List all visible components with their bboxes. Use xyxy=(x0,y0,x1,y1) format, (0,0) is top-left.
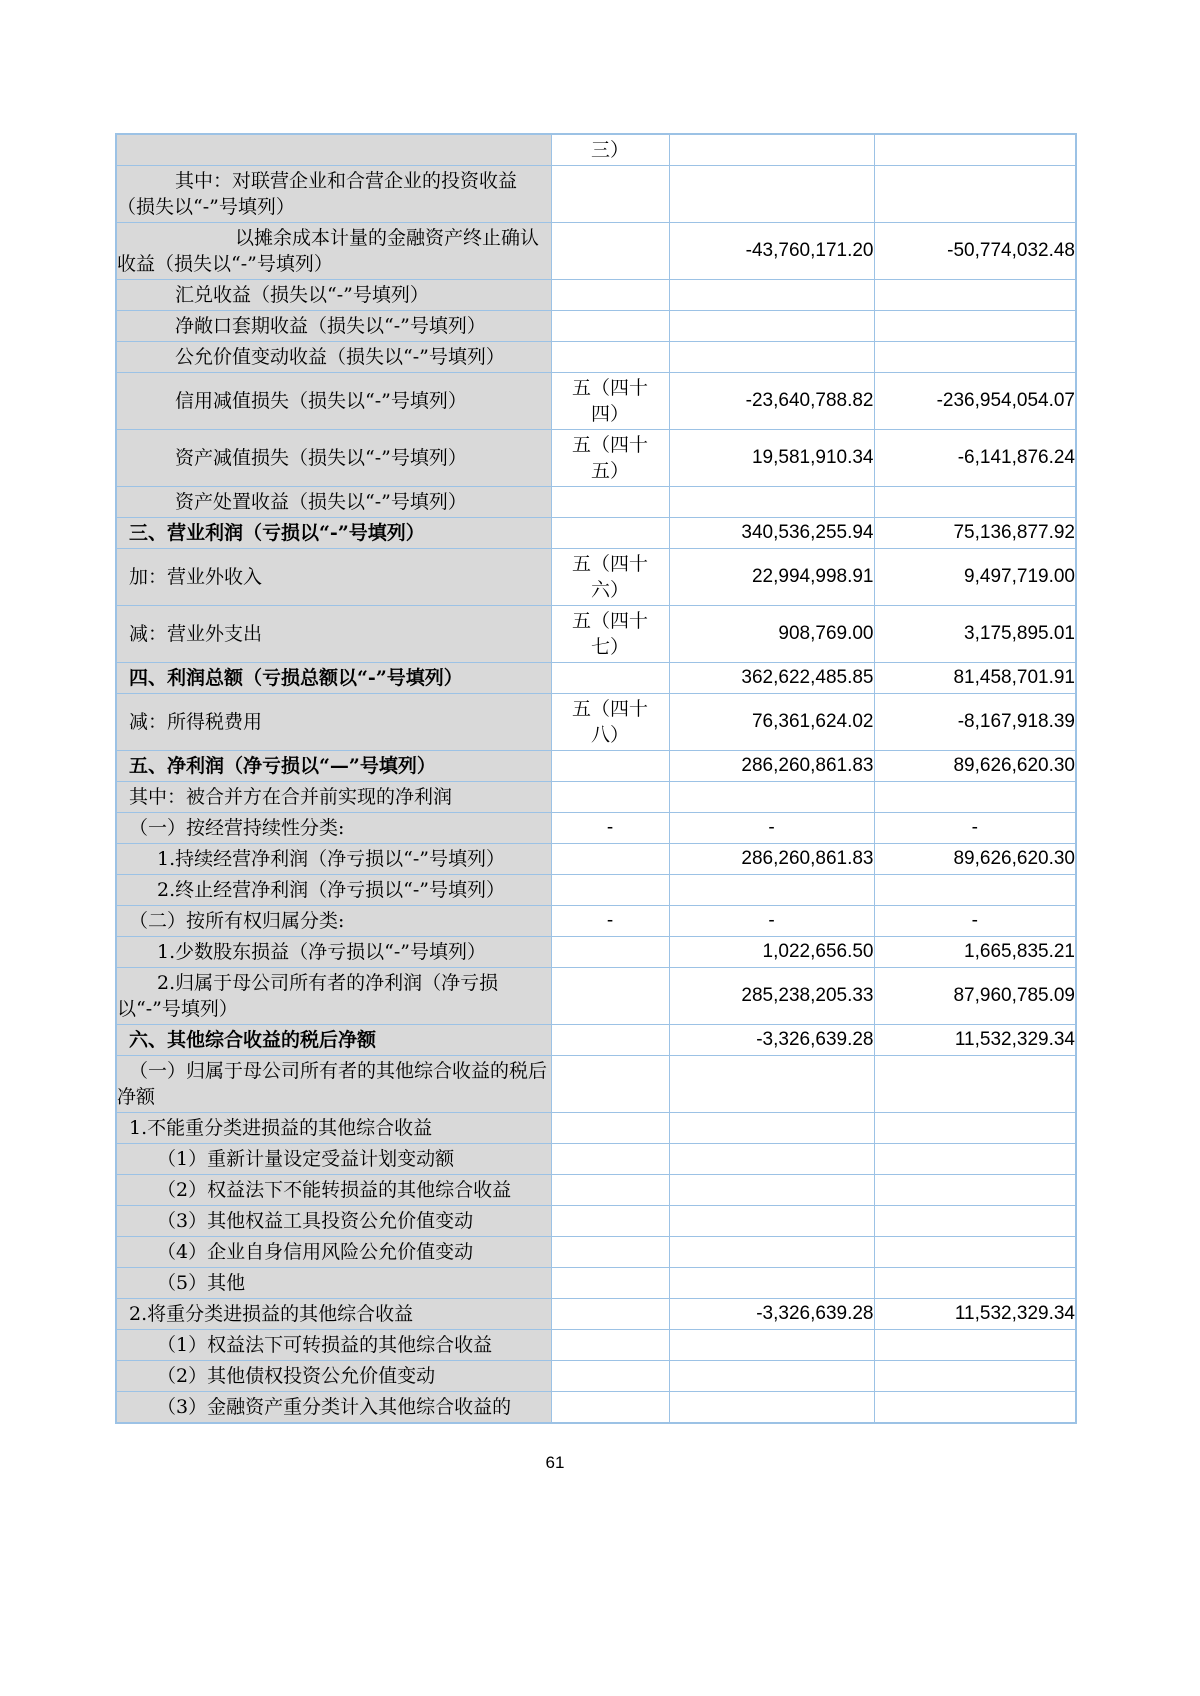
note-reference xyxy=(551,813,669,844)
note-reference xyxy=(551,430,669,487)
table-row xyxy=(116,373,1076,430)
current-period-value: 362,622,485.85 xyxy=(669,663,874,694)
note-reference xyxy=(551,166,669,223)
current-period-value xyxy=(669,1056,874,1113)
note-reference xyxy=(551,487,669,518)
table-row xyxy=(116,1268,1076,1299)
prior-period-value xyxy=(874,1237,1076,1268)
current-period-value: 286,260,861.83 xyxy=(669,751,874,782)
current-period-value xyxy=(669,134,874,166)
row-label: 以摊余成本计量的金融资产终止确认收益（损失以“-”号填列） xyxy=(116,223,551,280)
prior-period-value xyxy=(874,342,1076,373)
prior-period-value xyxy=(874,875,1076,906)
table-row xyxy=(116,694,1076,751)
row-label: 三、营业利润（亏损以“-”号填列） xyxy=(116,518,551,549)
table-row xyxy=(116,1056,1076,1113)
table-row xyxy=(116,518,1076,549)
table-body xyxy=(116,134,1076,1423)
prior-period-value xyxy=(874,134,1076,166)
note-reference xyxy=(551,606,669,663)
row-label: 五、净利润（净亏损以“—”号填列） xyxy=(116,751,551,782)
table-row xyxy=(116,311,1076,342)
row-label: 信用减值损失（损失以“-”号填列） xyxy=(116,373,551,430)
current-period-value: 908,769.00 xyxy=(669,606,874,663)
note-reference xyxy=(551,1237,669,1268)
row-label: （二）按所有权归属分类: xyxy=(116,906,551,937)
row-label: 1.持续经营净利润（净亏损以“-”号填列） xyxy=(116,844,551,875)
current-period-value xyxy=(669,166,874,223)
income-statement-table xyxy=(115,133,1077,1424)
row-label: （3）其他权益工具投资公允价值变动 xyxy=(116,1206,551,1237)
prior-period-value xyxy=(874,311,1076,342)
current-period-value: - xyxy=(669,906,874,937)
row-label: 减：所得税费用 xyxy=(116,694,551,751)
table-row xyxy=(116,937,1076,968)
table-row xyxy=(116,134,1076,166)
current-period-value: 22,994,998.91 xyxy=(669,549,874,606)
note-reference xyxy=(551,1025,669,1056)
current-period-value: -23,640,788.82 xyxy=(669,373,874,430)
table-row xyxy=(116,549,1076,606)
note-reference xyxy=(551,311,669,342)
note-reference-text: 五（四十四） xyxy=(571,377,648,425)
table-row xyxy=(116,844,1076,875)
table-row xyxy=(116,223,1076,280)
table-row xyxy=(116,1299,1076,1330)
current-period-value: -43,760,171.20 xyxy=(669,223,874,280)
current-period-value xyxy=(669,1268,874,1299)
note-reference xyxy=(551,1206,669,1237)
note-reference xyxy=(551,1330,669,1361)
note-reference xyxy=(551,1113,669,1144)
current-period-value xyxy=(669,875,874,906)
prior-period-value: -6,141,876.24 xyxy=(874,430,1076,487)
current-period-value xyxy=(669,1392,874,1424)
row-label xyxy=(116,134,551,166)
row-label: 其中：对联营企业和合营企业的投资收益（损失以“-”号填列） xyxy=(116,166,551,223)
current-period-value: 76,361,624.02 xyxy=(669,694,874,751)
prior-period-value: 89,626,620.30 xyxy=(874,751,1076,782)
prior-period-value xyxy=(874,1268,1076,1299)
prior-period-value xyxy=(874,1175,1076,1206)
row-label: 资产处置收益（损失以“-”号填列） xyxy=(116,487,551,518)
current-period-value: - xyxy=(669,813,874,844)
note-reference xyxy=(551,1392,669,1424)
prior-period-value: -236,954,054.07 xyxy=(874,373,1076,430)
prior-period-value xyxy=(874,1330,1076,1361)
current-period-value xyxy=(669,311,874,342)
row-label: 四、利润总额（亏损总额以“-”号填列） xyxy=(116,663,551,694)
table-row xyxy=(116,663,1076,694)
row-label: 净敞口套期收益（损失以“-”号填列） xyxy=(116,311,551,342)
row-label: 汇兑收益（损失以“-”号填列） xyxy=(116,280,551,311)
note-reference-text: - xyxy=(606,817,614,838)
prior-period-value xyxy=(874,487,1076,518)
note-reference xyxy=(551,280,669,311)
row-label: 其中：被合并方在合并前实现的净利润 xyxy=(116,782,551,813)
note-reference xyxy=(551,663,669,694)
prior-period-value: - xyxy=(874,813,1076,844)
note-reference-text: - xyxy=(606,910,614,931)
prior-period-value: 11,532,329.34 xyxy=(874,1299,1076,1330)
current-period-value: 285,238,205.33 xyxy=(669,968,874,1025)
table-row xyxy=(116,968,1076,1025)
note-reference xyxy=(551,549,669,606)
row-label: 1.不能重分类进损益的其他综合收益 xyxy=(116,1113,551,1144)
current-period-value xyxy=(669,1113,874,1144)
current-period-value xyxy=(669,782,874,813)
row-label: 1.少数股东损益（净亏损以“-”号填列） xyxy=(116,937,551,968)
row-label: （2）其他债权投资公允价值变动 xyxy=(116,1361,551,1392)
prior-period-value: 11,532,329.34 xyxy=(874,1025,1076,1056)
row-label: （4）企业自身信用风险公允价值变动 xyxy=(116,1237,551,1268)
note-reference xyxy=(551,751,669,782)
note-reference xyxy=(551,1299,669,1330)
current-period-value xyxy=(669,342,874,373)
row-label: （一）按经营持续性分类: xyxy=(116,813,551,844)
note-reference xyxy=(551,342,669,373)
table-row xyxy=(116,1206,1076,1237)
note-reference xyxy=(551,518,669,549)
current-period-value: 19,581,910.34 xyxy=(669,430,874,487)
note-reference xyxy=(551,1175,669,1206)
table-row xyxy=(116,1237,1076,1268)
note-reference-text: 三） xyxy=(590,139,629,161)
row-label: （1）重新计量设定受益计划变动额 xyxy=(116,1144,551,1175)
note-reference xyxy=(551,223,669,280)
page-number: 61 xyxy=(545,1453,565,1472)
row-label: 2.终止经营净利润（净亏损以“-”号填列） xyxy=(116,875,551,906)
prior-period-value xyxy=(874,1361,1076,1392)
current-period-value: 286,260,861.83 xyxy=(669,844,874,875)
table-row xyxy=(116,751,1076,782)
prior-period-value: 75,136,877.92 xyxy=(874,518,1076,549)
prior-period-value: 81,458,701.91 xyxy=(874,663,1076,694)
prior-period-value: 87,960,785.09 xyxy=(874,968,1076,1025)
row-label: （5）其他 xyxy=(116,1268,551,1299)
table-row xyxy=(116,1392,1076,1424)
prior-period-value: 1,665,835.21 xyxy=(874,937,1076,968)
row-label: 2.将重分类进损益的其他综合收益 xyxy=(116,1299,551,1330)
current-period-value xyxy=(669,1144,874,1175)
note-reference xyxy=(551,694,669,751)
current-period-value xyxy=(669,1175,874,1206)
current-period-value xyxy=(669,280,874,311)
current-period-value: -3,326,639.28 xyxy=(669,1025,874,1056)
table-row xyxy=(116,430,1076,487)
row-label: （一）归属于母公司所有者的其他综合收益的税后净额 xyxy=(116,1056,551,1113)
current-period-value: -3,326,639.28 xyxy=(669,1299,874,1330)
table-row xyxy=(116,1144,1076,1175)
row-label: 公允价值变动收益（损失以“-”号填列） xyxy=(116,342,551,373)
note-reference xyxy=(551,782,669,813)
row-label: 加：营业外收入 xyxy=(116,549,551,606)
row-label: 资产减值损失（损失以“-”号填列） xyxy=(116,430,551,487)
note-reference-text: 五（四十六） xyxy=(571,553,648,601)
table-row xyxy=(116,280,1076,311)
current-period-value xyxy=(669,1330,874,1361)
table-row xyxy=(116,813,1076,844)
note-reference xyxy=(551,1056,669,1113)
prior-period-value xyxy=(874,280,1076,311)
prior-period-value xyxy=(874,166,1076,223)
table-row xyxy=(116,606,1076,663)
current-period-value: 1,022,656.50 xyxy=(669,937,874,968)
prior-period-value xyxy=(874,1392,1076,1424)
table-row xyxy=(116,1361,1076,1392)
note-reference xyxy=(551,937,669,968)
current-period-value xyxy=(669,487,874,518)
current-period-value: 340,536,255.94 xyxy=(669,518,874,549)
note-reference xyxy=(551,1361,669,1392)
note-reference xyxy=(551,373,669,430)
prior-period-value: - xyxy=(874,906,1076,937)
note-reference xyxy=(551,844,669,875)
current-period-value xyxy=(669,1206,874,1237)
row-label: 减：营业外支出 xyxy=(116,606,551,663)
note-reference xyxy=(551,875,669,906)
prior-period-value xyxy=(874,782,1076,813)
row-label: （3）金融资产重分类计入其他综合收益的 xyxy=(116,1392,551,1424)
table-row xyxy=(116,906,1076,937)
note-reference xyxy=(551,134,669,166)
table-row xyxy=(116,875,1076,906)
table-row xyxy=(116,1175,1076,1206)
row-label: 2.归属于母公司所有者的净利润（净亏损以“-”号填列） xyxy=(116,968,551,1025)
note-reference xyxy=(551,1144,669,1175)
row-label: （1）权益法下可转损益的其他综合收益 xyxy=(116,1330,551,1361)
row-label: 六、其他综合收益的税后净额 xyxy=(116,1025,551,1056)
prior-period-value: -8,167,918.39 xyxy=(874,694,1076,751)
note-reference-text: 五（四十七） xyxy=(571,610,648,658)
prior-period-value xyxy=(874,1144,1076,1175)
table-row xyxy=(116,782,1076,813)
prior-period-value: -50,774,032.48 xyxy=(874,223,1076,280)
table-row xyxy=(116,1025,1076,1056)
prior-period-value: 3,175,895.01 xyxy=(874,606,1076,663)
prior-period-value xyxy=(874,1113,1076,1144)
prior-period-value: 9,497,719.00 xyxy=(874,549,1076,606)
table-row xyxy=(116,1113,1076,1144)
prior-period-value xyxy=(874,1206,1076,1237)
note-reference-text: 五（四十五） xyxy=(571,434,648,482)
table-row xyxy=(116,166,1076,223)
note-reference xyxy=(551,1268,669,1299)
note-reference xyxy=(551,968,669,1025)
table-row xyxy=(116,1330,1076,1361)
table-row xyxy=(116,342,1076,373)
current-period-value xyxy=(669,1361,874,1392)
prior-period-value: 89,626,620.30 xyxy=(874,844,1076,875)
note-reference xyxy=(551,906,669,937)
table-row xyxy=(116,487,1076,518)
row-label: （2）权益法下不能转损益的其他综合收益 xyxy=(116,1175,551,1206)
current-period-value xyxy=(669,1237,874,1268)
prior-period-value xyxy=(874,1056,1076,1113)
note-reference-text: 五（四十八） xyxy=(571,698,648,746)
